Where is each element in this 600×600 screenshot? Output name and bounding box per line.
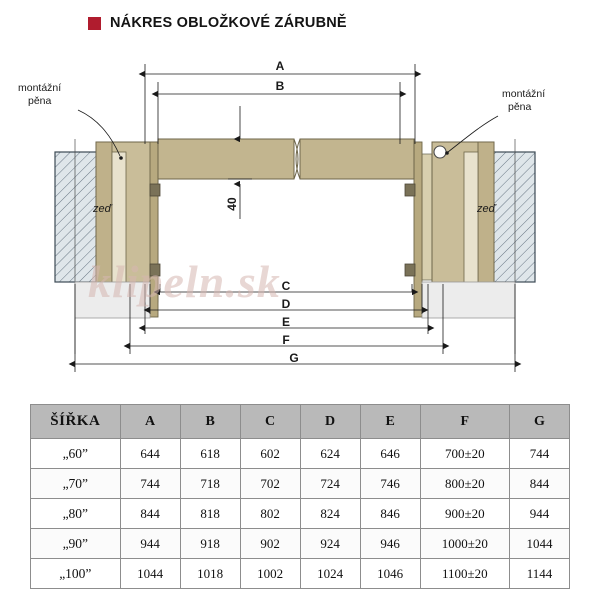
cell-width: „90” [31, 529, 121, 559]
cell-f: 1000±20 [420, 529, 509, 559]
col-header-g: G [509, 405, 569, 439]
callout-right-line2: pěna [508, 101, 532, 113]
cell-d: 624 [300, 439, 360, 469]
cell-f: 700±20 [420, 439, 509, 469]
cell-width: „80” [31, 499, 121, 529]
cell-a: 744 [120, 469, 180, 499]
col-header-sirka: ŠÍŘKA [31, 405, 121, 439]
cell-c: 902 [240, 529, 300, 559]
cell-b: 918 [180, 529, 240, 559]
cell-b: 1018 [180, 559, 240, 589]
cell-b: 618 [180, 439, 240, 469]
callout-left-line1: montážní [18, 82, 62, 94]
dimension-label-g: G [289, 351, 299, 365]
cell-c: 1002 [240, 559, 300, 589]
cell-g: 944 [509, 499, 569, 529]
cell-a: 844 [120, 499, 180, 529]
callout-right [502, 88, 545, 114]
callout-left [18, 82, 61, 108]
dimension-label-b: B [275, 79, 285, 93]
door-leaf [158, 139, 414, 179]
callout-left-line2: pěna [28, 95, 52, 107]
cell-c: 702 [240, 469, 300, 499]
watermark: klipeln.sk [88, 256, 281, 307]
col-header-f: F [420, 405, 509, 439]
cell-e: 1046 [360, 559, 420, 589]
cell-d: 824 [300, 499, 360, 529]
cell-d: 924 [300, 529, 360, 559]
dimension-lines-top [145, 64, 415, 144]
cell-e: 946 [360, 529, 420, 559]
cell-g: 1044 [509, 529, 569, 559]
col-header-e: E [360, 405, 420, 439]
col-header-c: C [240, 405, 300, 439]
callout-right-line1: montážní [502, 88, 546, 100]
cell-f: 900±20 [420, 499, 509, 529]
cell-width: „70” [31, 469, 121, 499]
cell-a: 944 [120, 529, 180, 559]
bullet-square-icon [88, 17, 101, 30]
table-row [31, 559, 570, 589]
cell-c: 802 [240, 499, 300, 529]
cell-d: 1024 [300, 559, 360, 589]
cell-e: 646 [360, 439, 420, 469]
dimension-label-e: E [281, 315, 291, 329]
col-header-a: A [120, 405, 180, 439]
dimension-label-c: C [281, 279, 291, 293]
dimension-label-d: D [281, 297, 291, 311]
dimension-table-wrapper [30, 404, 570, 589]
cell-c: 602 [240, 439, 300, 469]
cell-f: 800±20 [420, 469, 509, 499]
table-row [31, 529, 570, 559]
wall-label-left: zeď [93, 203, 112, 215]
technical-drawing [0, 34, 600, 394]
table-row [31, 439, 570, 469]
dimension-label-a: A [275, 59, 285, 73]
cell-width: „60” [31, 439, 121, 469]
cell-b: 718 [180, 469, 240, 499]
cell-e: 746 [360, 469, 420, 499]
dimension-table [30, 404, 570, 589]
cell-e: 846 [360, 499, 420, 529]
dimension-label-f: F [282, 333, 290, 347]
cell-g: 744 [509, 439, 569, 469]
dimension-label-40: 40 [225, 197, 239, 211]
wall-label-right: zeď [477, 203, 496, 215]
cell-b: 818 [180, 499, 240, 529]
col-header-b: B [180, 405, 240, 439]
page-title: NÁKRES OBLOŽKOVÉ ZÁRUBNĚ [110, 15, 347, 31]
table-header-row [31, 405, 570, 439]
cell-a: 1044 [120, 559, 180, 589]
col-header-d: D [300, 405, 360, 439]
cell-a: 644 [120, 439, 180, 469]
cell-g: 1144 [509, 559, 569, 589]
table-row [31, 469, 570, 499]
cell-d: 724 [300, 469, 360, 499]
floor-band [75, 282, 515, 318]
table-row [31, 499, 570, 529]
cell-g: 844 [509, 469, 569, 499]
cell-width: „100” [31, 559, 121, 589]
cell-f: 1100±20 [420, 559, 509, 589]
